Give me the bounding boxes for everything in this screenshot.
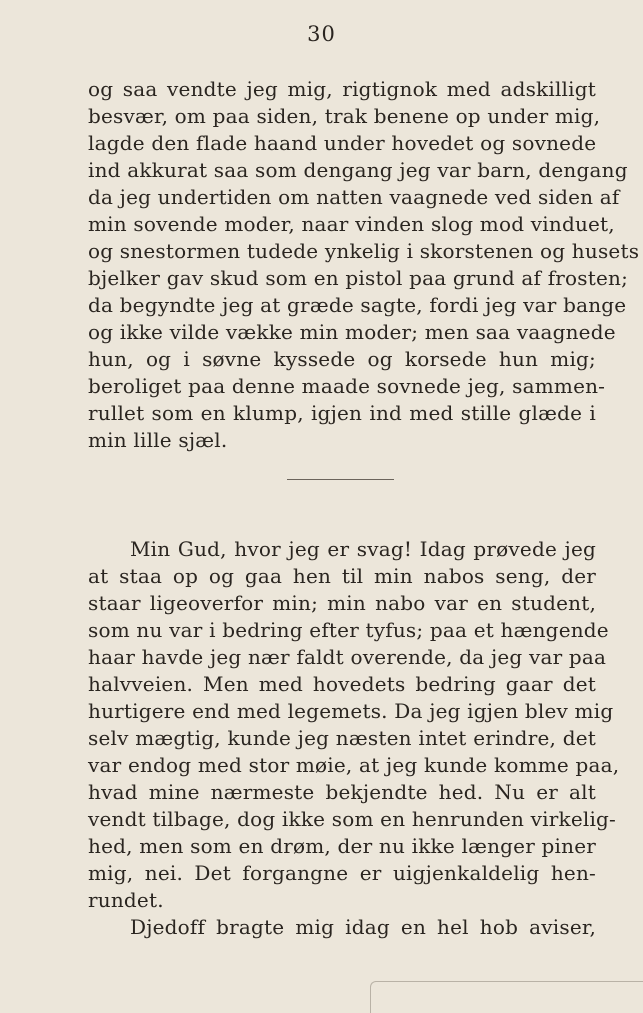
text-line: mig, nei. Det forgangne er uigjenkaldelig hen- (88, 861, 596, 885)
text-line: vendt tilbage, dog ikke som en henrunden virkelig- (88, 807, 617, 831)
text-line: besvær, om paa siden, trak benene op under mig, (88, 104, 601, 128)
text-line: Djedoff bragte mig idag en hel hob aviser, (130, 915, 596, 939)
text-line: haar havde jeg nær faldt overende, da jeg var paa (88, 645, 607, 669)
text-line: selv mægtig, kunde jeg næsten intet erindre, det (88, 726, 596, 750)
text-line: var endog med stor møie, at jeg kunde komme paa, (88, 753, 620, 777)
text-line: min lille sjæl. (88, 428, 228, 452)
text-line: lagde den flade haand under hovedet og sovnede (88, 131, 597, 155)
text-line: Min Gud, hvor jeg er svag! Idag prøvede jeg (130, 537, 596, 561)
paragraph-2 (88, 536, 620, 941)
page-edge-mark (370, 981, 643, 1013)
text-line: staar ligeoverfor min; min nabo var en student, (88, 591, 596, 615)
text-line: halvveien. Men med hovedets bedring gaar det (88, 672, 596, 696)
text-line: da begyndte jeg at græde sagte, fordi jeg var bange (88, 293, 627, 317)
text-line: min sovende moder, naar vinden slog mod vinduet, (88, 212, 615, 236)
text-line: og snestormen tudede ynkelig i skorstenen og husets (88, 239, 640, 263)
text-line: rundet. (88, 888, 164, 912)
section-divider (287, 479, 394, 480)
text-line: at staa op og gaa hen til min nabos seng, der (88, 564, 596, 588)
page-number: 30 (307, 22, 336, 46)
text-line: bjelker gav skud som en pistol paa grund af frosten; (88, 266, 629, 290)
paragraph-1 (88, 76, 640, 454)
text-line: og saa vendte jeg mig, rigtignok med adskilligt (88, 77, 596, 101)
text-line: som nu var i bedring efter tyfus; paa et hængende (88, 618, 609, 642)
text-line: beroliget paa denne maade sovnede jeg, sammen- (88, 374, 606, 398)
text-line: da jeg undertiden om natten vaagnede ved siden af (88, 185, 620, 209)
text-line: og ikke vilde vække min moder; men saa vaagnede (88, 320, 616, 344)
text-line: hed, men som en drøm, der nu ikke længer piner (88, 834, 596, 858)
text-line: hun, og i søvne kyssede og korsede hun mig; (88, 347, 596, 371)
text-line: rullet som en klump, igjen ind med stille glæde i (88, 401, 596, 425)
text-line: ind akkurat saa som dengang jeg var barn, dengang (88, 158, 628, 182)
text-line: hurtigere end med legemets. Da jeg igjen blev mig (88, 699, 614, 723)
text-line: hvad mine nærmeste bekjendte hed. Nu er alt (88, 780, 596, 804)
